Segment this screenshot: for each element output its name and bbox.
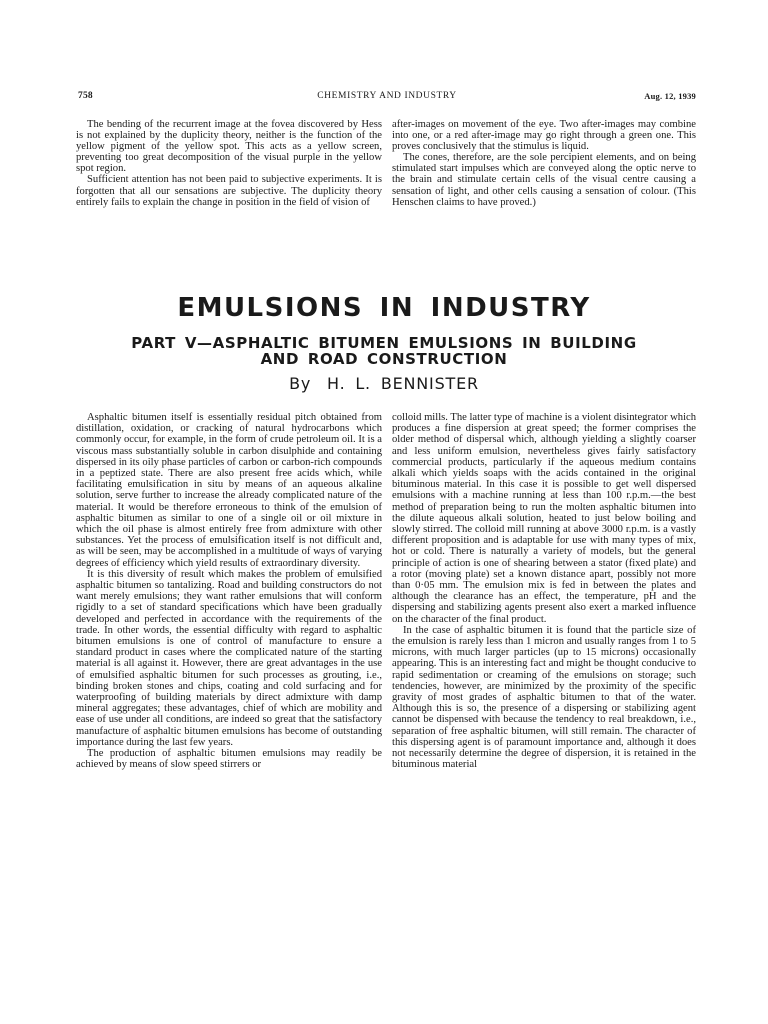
byline-prefix: By xyxy=(289,374,312,393)
paragraph: colloid mills. The latter type of machine is a violent disintegrator which produces a fine dispersion at great speed; the former comprises the older method of dispersal which, although yielding a slightly coarser and less uniform emulsion, nevertheless gives fairly satisfactory commercial products, particularly if the aqueous medium contains alkali which yields soaps with the acids contained in the original bituminous material. In this case it is possible to get well dispersed emulsions with a machine running at less than 100 r.p.m.—the best method of preparation being to run the molten asphaltic bitumen into the dilute aqueous alkali solution, heated to just below boiling and slowly stirred. The colloid mill running at above 3000 r.p.m. is a vastly different proposition and is adaptable for use with many types of mix, hot or cold. There is naturally a variety of models, but the general principle of action is one of shearing between a stator (fixed plate) and a rotor (moving plate) set a known distance apart, possibly not more than 0·05 mm. The emulsion mix is fed in between the plates and although the clearance has an effect, the temperature, pH and the dispersing and stabilizing agents present also exert a marked influence on the character of the final product. xyxy=(392,412,697,625)
paragraph: The bending of the recurrent image at the fovea discovered by Hess is not explained by the duplicity theory, neither is the function of the yellow pigment of the yellow spot. This acts as a yellow screen, preventing too great decomposition of the visual purple in the yellow spot region. xyxy=(76,119,382,175)
page-number: 758 xyxy=(78,91,93,101)
paragraph: It is this diversity of result which makes the problem of emulsified asphaltic bitumen so tantalizing. Road and building constructors do not want merely emulsions; they want rather emulsions that will conform rigidly to a set of standard specifications which have been gradually developed and perfected in accordance with the requirements of the trade. In other words, the essential difficulty with regard to asphaltic bitumen emulsions is one of control of manufacture to ensure a standard product in cases where the complicated nature of the starting material is all against it. However, there are great advantages in the use of emulsified asphaltic bitumen for such processes as grouting, i.e., binding broken stones and chips, coating and cold surfacing and for waterproofing of building materials by direct admixture with damp mineral aggregates; these advantages, chief of which are mobility and ease of use under all conditions, are indeed so great that the satisfactory manufacture of asphaltic bitumen emulsions has become of outstanding importance during the last few years. xyxy=(76,568,382,748)
journal-title: CHEMISTRY AND INDUSTRY xyxy=(317,91,457,101)
paragraph: The production of asphaltic bitumen emulsions may readily be achieved by means of slow speed stirrers or xyxy=(76,748,382,771)
article-right-column xyxy=(392,412,696,771)
subtitle-line: PART V—ASPHALTIC BITUMEN EMULSIONS IN BUILDING xyxy=(131,334,637,352)
paragraph: after-images on movement of the eye. Two after-images may combine into one, or a red after-image may go right through a green one. This proves conclusively that the stimulus is liquid. xyxy=(392,119,696,153)
byline xyxy=(0,374,768,393)
paragraph: The cones, therefore, are the sole percipient elements, and on being stimulated start impulses which are conveyed along the optic nerve to the brain and stimulate certain cells of the visual centre causing a sensation of light, and other cells causing a sensation of colour. (This Henschen claims to have proved.) xyxy=(392,152,696,208)
article-subtitle xyxy=(0,335,768,367)
running-header xyxy=(78,91,696,105)
article-title: EMULSIONS IN INDUSTRY xyxy=(177,293,591,323)
paragraph: Sufficient attention has not been paid to subjective experiments. It is forgotten that all our sensations are subjective. The duplicity theory entirely fails to explain the change in position in the field of vision of xyxy=(76,174,382,208)
preceding-article-right-column xyxy=(392,119,696,208)
subtitle-line: AND ROAD CONSTRUCTION xyxy=(260,350,508,368)
paragraph: In the case of asphaltic bitumen it is found that the particle size of the emulsion is rarely less than 1 micron and usually ranges from 1 to 5 microns, with much larger particles (up to 15 microns) occasionally appearing. This is an interesting fact and might be thought conducive to rapid sedimentation or creaming of the emulsions on storage; such tendencies, however, are minimized by the proximity of the specific gravity of most grades of asphaltic bitumen to that of the water. Although this is so, the presence of a dispersing or stabilizing agent cannot be dispensed with because the tendency to real breakdown, i.e., separation of free asphaltic bitumen, will still remain. The character of this dispersing agent is of paramount importance and, although it does not necessarily determine the degree of dispersion, it is retained in the bituminous material xyxy=(392,624,697,771)
preceding-article-left-column xyxy=(76,119,382,208)
article-left-column xyxy=(76,412,382,771)
issue-date: Aug. 12, 1939 xyxy=(644,91,696,101)
paragraph: Asphaltic bitumen itself is essentially residual pitch obtained from distillation, oxidation, or cracking of natural hydrocarbons which commonly occur, for example, in the form of crude petroleum oil. It is a viscous mass substantially soluble in carbon disulphide and containing dispersed in its oily phase particles of carbon or carbon-rich compounds in a peptized state. There are also present free acids which, while facilitating emulsification in situ by means of an aqueous alkaline solution, serve further to increase the already complicated nature of the material. It would be therefore erroneous to think of the emulsion of asphaltic bitumen as similar to one of a single oil or oil mixture in which the oil phase is almost entirely free from admixture with other substances. Yet the process of emulsification itself is not difficult and, as will be seen, may be accomplished in a multitude of ways of varying degrees of efficiency which yield results of extraordinary diversity. xyxy=(76,412,382,569)
author-name: H. L. BENNISTER xyxy=(327,374,479,393)
